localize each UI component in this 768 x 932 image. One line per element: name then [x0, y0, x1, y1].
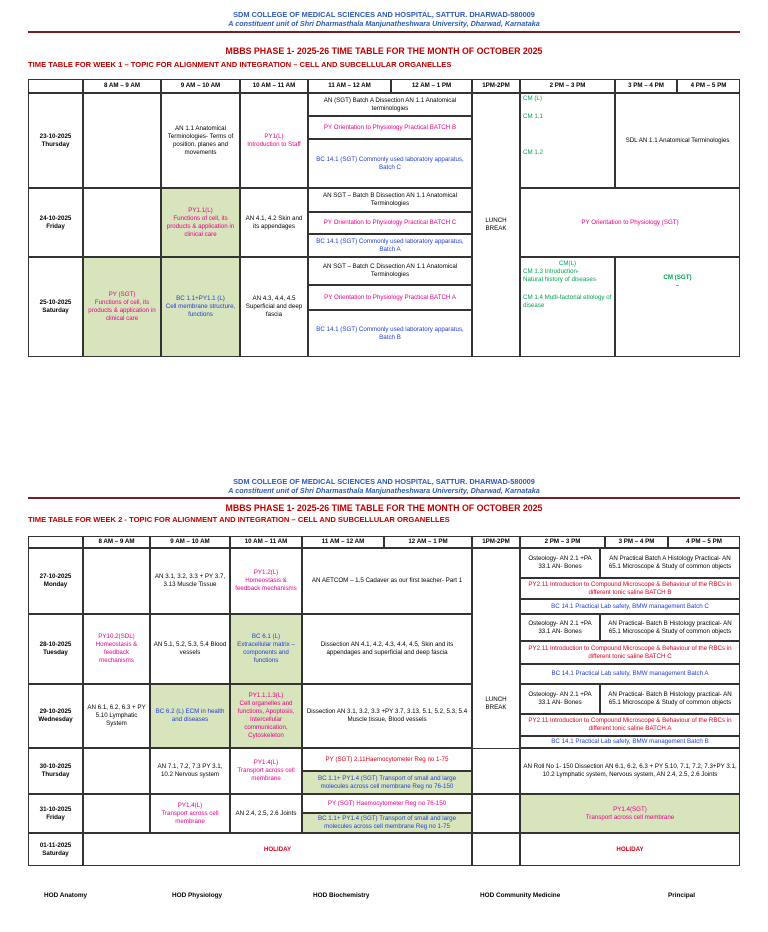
sgt-cell: BC 1.1+ PY1.4 (SGT) Transport of small and large molecules across cell membrane Reg no 1-75 [302, 813, 472, 833]
practical-cell: AN Practical Batch A Histology Practical- AN 65.1 Microscope & Study of common objects [600, 548, 740, 578]
lunch-spacer [472, 833, 520, 866]
date-cell: 24-10-2025 Friday [28, 188, 83, 257]
lunch-spacer [472, 794, 520, 833]
practical-cell: Osteology- AN 2.1 +PA 33.1 AN- Bones [520, 684, 600, 714]
header-corner [28, 536, 83, 548]
header-corner [28, 79, 83, 93]
sgt-cell: BC 14.1 (SGT) Commonly used laboratory apparatus, Batch B [308, 310, 472, 357]
header-cell: 8 AM – 9 AM [83, 536, 150, 548]
date-cell: 25-10-2025 Saturday [28, 257, 83, 357]
class-cell: PY1.1(L) Functions of cell, its products & application in clinical care [161, 188, 240, 257]
lunch-spacer [472, 748, 520, 794]
signature-hod-biochemistry: HOD Biochemistry [313, 892, 370, 899]
date-cell: 28-10-2025 Tuesday [28, 614, 83, 684]
header-cell: 10 AM – 11 AM [240, 79, 308, 93]
header-cell: 3 PM – 4 PM [605, 536, 668, 548]
header-cell: 3 PM – 4 PM [615, 79, 677, 93]
header-cell: 8 AM – 9 AM [83, 79, 161, 93]
practical-cell: BC 14.1 Practical Lab safety, BMW management Batch A [520, 664, 740, 684]
header-cell: 9 AM – 10 AM [150, 536, 230, 548]
signature-hod-physiology: HOD Physiology [172, 892, 223, 899]
class-cell: AN 4.3, 4.4, 4.5 Superficial and deep fascia [240, 257, 308, 357]
lunch-break: LUNCH BREAK [472, 93, 520, 357]
class-cell: PY1.1,1.3(L) Cell organelles and functions, Apoptosis, Intercellular communication, Cytoskeleton [230, 684, 302, 748]
empty-cell [83, 748, 150, 794]
empty-cell [83, 93, 161, 188]
signature-hod-community-medicine: HOD Community Medicine [480, 892, 561, 899]
week1-title: TIME TABLE FOR WEEK 1 – TOPIC FOR ALIGNMENT AND INTEGRATION – CELL AND SUBCELLULAR ORGANELLES [28, 60, 452, 69]
date-cell: 23-10-2025 Thursday [28, 93, 83, 188]
date-cell: 01-11-2025 Saturday [28, 833, 83, 866]
sgt-cell: BC 1.1+ PY1.4 (SGT) Transport of small and large molecules across cell membrane Reg no 76-150 [302, 771, 472, 794]
date-cell: 27-10-2025 Monday [28, 548, 83, 614]
divider [28, 497, 740, 499]
class-cell: PY1.2(L) Homeostasis & feedback mechanisms [230, 548, 302, 614]
class-cell: BC 6.1 (L) Extracellular matrix – components and functions [230, 614, 302, 684]
header-cell: 4 PM – 5 PM [677, 79, 740, 93]
header-cell: 9 AM – 10 AM [161, 79, 240, 93]
practical-cell: PY2.11 Introduction to Compound Microscope & Behaviour of the RBCs in different tonic saline BATCH B [520, 578, 740, 599]
sgt-cell: PY (SGT) 2.11Haemocytometer Reg no 1-75 [302, 748, 472, 771]
practical-cell: PY2.11 Introduction to Compound Microscope & Behaviour of the RBCs in different tonic saline BATCH C [520, 641, 740, 664]
practical-cell: PY2.11 Introduction to Compound Microscope & Behaviour of the RBCs in different tonic saline BATCH A [520, 714, 740, 736]
class-cell: BC 1.1+PY1.1 (L) Cell membrane structure, functions [161, 257, 240, 357]
class-cell: AN AETCOM – 1.5 Cadaver as our first teacher- Part 1 [302, 548, 472, 614]
university-name: A constituent unit of Shri Dharmasthala Manjunatheshwara University, Dharwad, Karnataka [228, 486, 540, 495]
sgt-cell: PY Orientation to Physiology Practical BATCH C [308, 212, 472, 234]
sdl-cell: SDL AN 1.1 Anatomical Terminologies [615, 93, 740, 188]
signature-hod-anatomy: HOD Anatomy [44, 892, 88, 899]
empty-cell [83, 188, 161, 257]
timetable-heading: MBBS PHASE 1- 2025-26 TIME TABLE FOR THE MONTH OF OCTOBER 2025 [225, 46, 543, 56]
practical-cell: Osteology- AN 2.1 +PA 33.1 AN- Bones [520, 614, 600, 641]
class-cell: AN 6.1, 6.2, 6.3 + PY 5.10 Lymphatic System [83, 684, 150, 748]
sgt-cell: AN SGT – Batch B Dissection AN 1.1 Anatomical Terminologies [308, 188, 472, 212]
lunch-break: LUNCH BREAK [485, 696, 507, 711]
divider [28, 31, 740, 33]
practical-cell: Osteology- AN 2.1 +PA 33.1 AN- Bones [520, 548, 600, 578]
college-name: SDM COLLEGE OF MEDICAL SCIENCES AND HOSPITAL, SATTUR. DHARWAD-580009 [233, 477, 535, 486]
cm-line: CM 1.2 [523, 149, 543, 156]
empty-cell [83, 548, 150, 614]
class-cell: PY1.4(L) Transport across cell membrane [150, 794, 230, 833]
cm-line: CM(L) [558, 260, 577, 267]
header-cell: 12 AM – 1 PM [391, 79, 472, 93]
header-cell: 11 AM – 12 AM [302, 536, 384, 548]
empty-cell [83, 794, 150, 833]
practical-cell: AN Practical- Batch B Histology practical- AN 65.1 Microscope & Study of common objects [600, 614, 740, 641]
class-cell: Dissection AN 4.1, 4.2, 4.3, 4.4, 4.5, Skin and its appendages and superficial and deep fascia [302, 614, 472, 684]
cm-line: CM 1.1 [523, 113, 543, 120]
timetable-heading: MBBS PHASE 1- 2025-26 TIME TABLE FOR THE MONTH OF OCTOBER 2025 [225, 503, 543, 513]
sgt-cell: AN SGT – Batch C Dissection AN 1.1 Anatomical Terminologies [308, 257, 472, 285]
sgt-cell: PY (SGT) Haemocytometer Reg no 76-150 [302, 794, 472, 813]
header-cell: 12 AM – 1 PM [384, 536, 472, 548]
class-cell: AN 1.1 Anatomical Terminologies- Terms of position, planes and movements [161, 93, 240, 188]
cm-cell [520, 257, 615, 357]
sgt-cell: BC 14.1 (SGT) Commonly used laboratory apparatus, Batch A [308, 234, 472, 257]
sgt-cell: PY Orientation to Physiology Practical BATCH A [308, 285, 472, 310]
class-cell: AN 5.1, 5.2, 5.3, 5.4 Blood vessels [150, 614, 230, 684]
cm-cell [520, 93, 615, 188]
lunch-spacer [472, 548, 520, 768]
practical-cell: AN Practical- Batch B Histology practical- AN 65.1 Microscope & Study of common objects [600, 684, 740, 714]
class-cell: AN 3.1, 3.2, 3.3 + PY 3.7, 3.13 Muscle Tissue [150, 548, 230, 614]
date-cell: 30-10-2025 Thursday [28, 748, 83, 794]
class-cell: PY10.2(SDL) Homeostasis & feedback mechanisms [83, 614, 150, 684]
header-cell: 4 PM – 5 PM [668, 536, 740, 548]
cm-line: CM (L) [523, 95, 542, 102]
class-cell: PY1.4(L) Transport across cell membrane [230, 748, 302, 794]
college-name: SDM COLLEGE OF MEDICAL SCIENCES AND HOSPITAL, SATTUR. DHARWAD-580009 [233, 10, 535, 19]
class-cell: PY (SGT) Functions of cell, its products & application in clinical care [83, 257, 161, 357]
signature-principal: Principal [668, 892, 695, 899]
class-cell: Dissection AN 3.1, 3.2, 3.3 +PY 3.7, 3.13, 5.1, 5.2, 5.3, 5.4 Muscle tissue, Blood vessels [302, 684, 472, 748]
sgt-cell: AN (SGT) Batch A Dissection AN 1.1 Anatomical terminologies [308, 93, 472, 116]
university-name: A constituent unit of Shri Dharmasthala Manjunatheshwara University, Dharwad, Karnataka [228, 19, 540, 28]
holiday-cell: HOLIDAY [520, 833, 740, 866]
class-cell: AN 4.1, 4.2 Skin and its appendages [240, 188, 308, 257]
cm-sgt-cell: CM (SGT) – [615, 257, 740, 357]
practical-cell: BC 14.1 Practical Lab safety, BMW management Batch C [520, 599, 740, 614]
practical-cell: BC 14.1 Practical Lab safety, BMW management Batch B [520, 736, 740, 748]
class-cell: AN 7.1, 7.2, 7.3 PY 3.1, 10.2 Nervous system [150, 748, 230, 794]
cm-line: CM 1.3 Introduction- Natural history of diseases [523, 268, 596, 283]
afternoon-cell: PY1.4(SGT) Transport across cell membrane [520, 794, 740, 833]
header-cell: 2 PM – 3 PM [520, 536, 605, 548]
date-cell: 29-10-2025 Wednesday [28, 684, 83, 748]
class-cell: AN 2.4, 2.5, 2.6 Joints [230, 794, 302, 833]
sgt-cell: PY Orientation to Physiology Practical BATCH B [308, 116, 472, 139]
header-cell: 1PM-2PM [472, 536, 520, 548]
header-cell: 11 AM – 12 AM [308, 79, 391, 93]
header-cell: 10 AM – 11 AM [230, 536, 302, 548]
holiday-cell: HOLIDAY [83, 833, 472, 866]
class-cell: PY1(L) Introduction to Staff [240, 93, 308, 188]
class-cell: BC 6.2 (L) ECM in health and diseases [150, 684, 230, 748]
cm-line: CM 1.4 Multi-factorial etiology of disease [523, 294, 612, 309]
date-cell: 31-10-2025 Friday [28, 794, 83, 833]
afternoon-cell: AN Roll No 1- 150 Dissection AN 6.1, 6.2, 6.3 + PY 5.10, 7.1, 7.2, 7.3+PY 3.1, 10.2 Lymphatic system, Nervous system, AN 2.4, 2.5, 2.6 Joints [520, 748, 740, 794]
afternoon-cell: PY Orientation to Physiology (SGT) [520, 188, 740, 257]
header-cell: 2 PM – 3 PM [520, 79, 615, 93]
sgt-cell: BC 14.1 (SGT) Commonly used laboratory apparatus, Batch C [308, 139, 472, 188]
week2-title: TIME TABLE FOR WEEK 2 - TOPIC FOR ALIGNMENT AND INTEGRATION – CELL AND SUBCELLULAR ORGANELLES [28, 515, 450, 524]
header-cell: 1PM-2PM [472, 79, 520, 93]
